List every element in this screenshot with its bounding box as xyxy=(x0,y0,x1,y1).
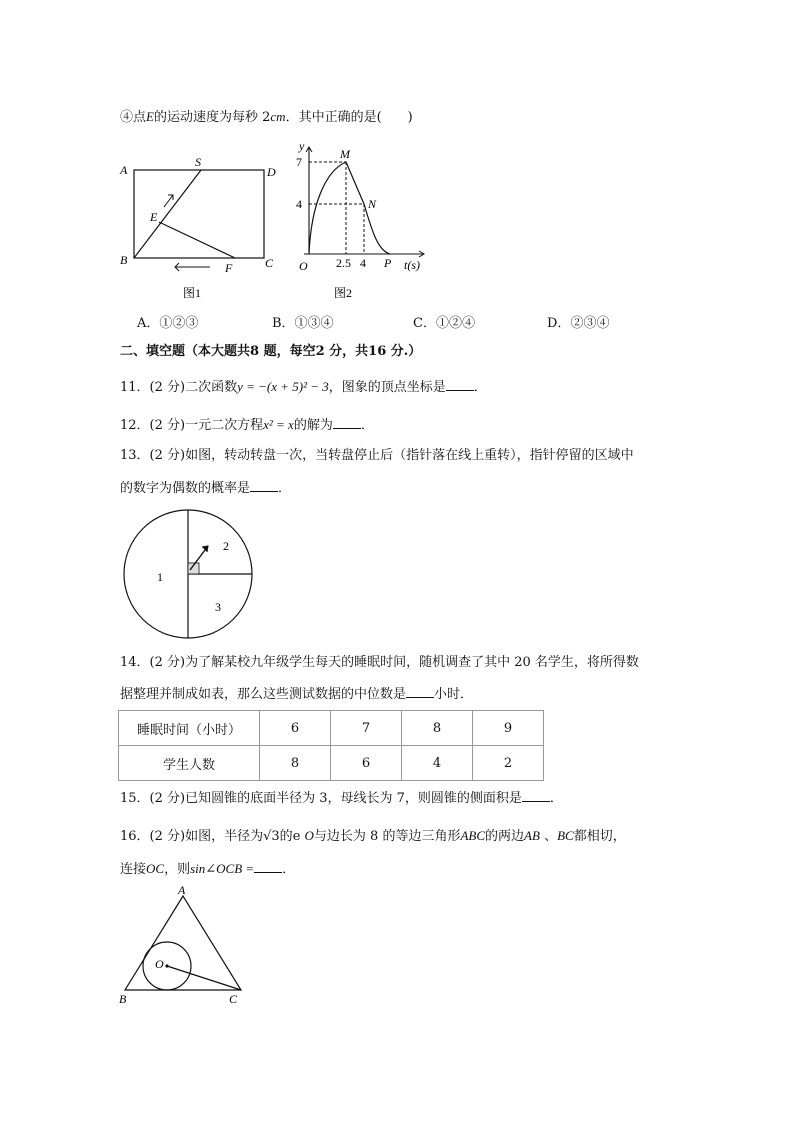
table-row-counts xyxy=(119,746,544,781)
y-tick-4: 4 xyxy=(296,197,302,211)
answer-blank-13[interactable] xyxy=(250,479,278,492)
answer-blank-15[interactable] xyxy=(522,789,550,802)
figure-2-graph xyxy=(292,136,442,304)
origin-label: O xyxy=(299,259,308,273)
table-header-counts: 学生人数 xyxy=(119,746,260,781)
table-cell: 4 xyxy=(402,746,473,781)
segment-bs xyxy=(134,170,201,258)
tri-label-b: B xyxy=(119,992,127,1006)
axis-y-label: y xyxy=(299,139,305,153)
label-n: N xyxy=(368,197,377,211)
label-m: M xyxy=(340,147,350,161)
label-a: A xyxy=(120,163,128,177)
table-cell: 6 xyxy=(260,711,331,746)
section-heading: 二、填空题（本大题共8 题，每空2 分，共16 分.） xyxy=(120,344,422,359)
spinner-label-1: 1 xyxy=(157,570,163,584)
answer-blank-14[interactable] xyxy=(406,685,434,698)
option-d[interactable]: D．②③④ xyxy=(547,316,610,331)
caption-fig1: 图1 xyxy=(183,286,202,300)
option-b[interactable]: B．①③④ xyxy=(272,316,334,331)
triangle-abc xyxy=(125,896,241,990)
motion-curve xyxy=(309,162,390,254)
table-cell: 9 xyxy=(473,711,544,746)
label-f: F xyxy=(225,261,233,275)
label-e: E xyxy=(150,210,158,224)
question-12: 12．(2 分)一元二次方程x² = x的解为 ． xyxy=(120,417,374,433)
option-a[interactable]: A．①②③ xyxy=(137,316,199,331)
label-d: D xyxy=(267,165,276,179)
spinner-figure xyxy=(118,508,263,643)
arrow-up-icon xyxy=(164,195,173,207)
answer-blank-16[interactable] xyxy=(254,860,282,873)
label-b: B xyxy=(120,253,128,267)
question-16-line2: 连接OC，则sin∠OCB = ． xyxy=(120,861,296,877)
table-header-hours: 睡眠时间（小时） xyxy=(119,711,260,746)
question-13-line2: 的数字为偶数的概率是 ． xyxy=(120,481,292,496)
spinner-label-3: 3 xyxy=(215,600,221,614)
caption-fig2: 图2 xyxy=(334,286,353,300)
option-c[interactable]: C．①②④ xyxy=(413,316,475,331)
sleep-data-table xyxy=(118,710,544,781)
tri-label-o: O xyxy=(155,957,164,971)
answer-blank-12[interactable] xyxy=(333,416,361,429)
spinner-label-2: 2 xyxy=(223,539,229,553)
q10-statement-4: ④点E的运动速度为每秒 2cm．其中正确的是( ) xyxy=(120,109,413,125)
axis-x-label: t(s) xyxy=(404,258,420,272)
question-11: 11．(2 分)二次函数y = −(x + 5)² − 3，图象的顶点坐标是 ． xyxy=(120,379,487,395)
question-16-line1: 16．(2 分)如图，半径为√3的e O与边长为 8 的等边三角形ABC的两边AB 、BC都相切， xyxy=(120,828,626,844)
x-tick-2-5: 2.5 xyxy=(336,256,351,270)
answer-blank-11[interactable] xyxy=(446,378,474,391)
segment-ef xyxy=(159,222,235,258)
table-cell: 6 xyxy=(331,746,402,781)
table-cell: 7 xyxy=(331,711,402,746)
tri-label-a: A xyxy=(178,883,186,897)
question-14-line2: 据整理并制成如表，那么这些测试数据的中位数是 小时． xyxy=(120,687,474,702)
tri-label-c: C xyxy=(229,992,238,1006)
label-p: P xyxy=(384,256,392,270)
table-cell: 8 xyxy=(260,746,331,781)
y-tick-7: 7 xyxy=(296,155,302,169)
label-c: C xyxy=(265,256,274,270)
question-13-line1: 13．(2 分)如图，转动转盘一次，当转盘停止后（指针落在线上重转），指针停留的区域中 xyxy=(120,448,634,463)
table-cell: 8 xyxy=(402,711,473,746)
question-15: 15．(2 分)已知圆锥的底面半径为 3，母线长为 7，则圆锥的侧面积是 ． xyxy=(120,791,563,806)
table-row-hours xyxy=(119,711,544,746)
question-14-line1: 14．(2 分)为了解某校九年级学生每天的睡眠时间，随机调查了其中 20 名学生，将所得数 xyxy=(120,655,639,670)
table-cell: 2 xyxy=(473,746,544,781)
segment-oc xyxy=(167,966,241,990)
triangle-figure xyxy=(115,882,255,1010)
label-s: S xyxy=(195,155,201,169)
x-tick-4: 4 xyxy=(360,256,366,270)
figure-1-rectangle xyxy=(115,150,295,310)
